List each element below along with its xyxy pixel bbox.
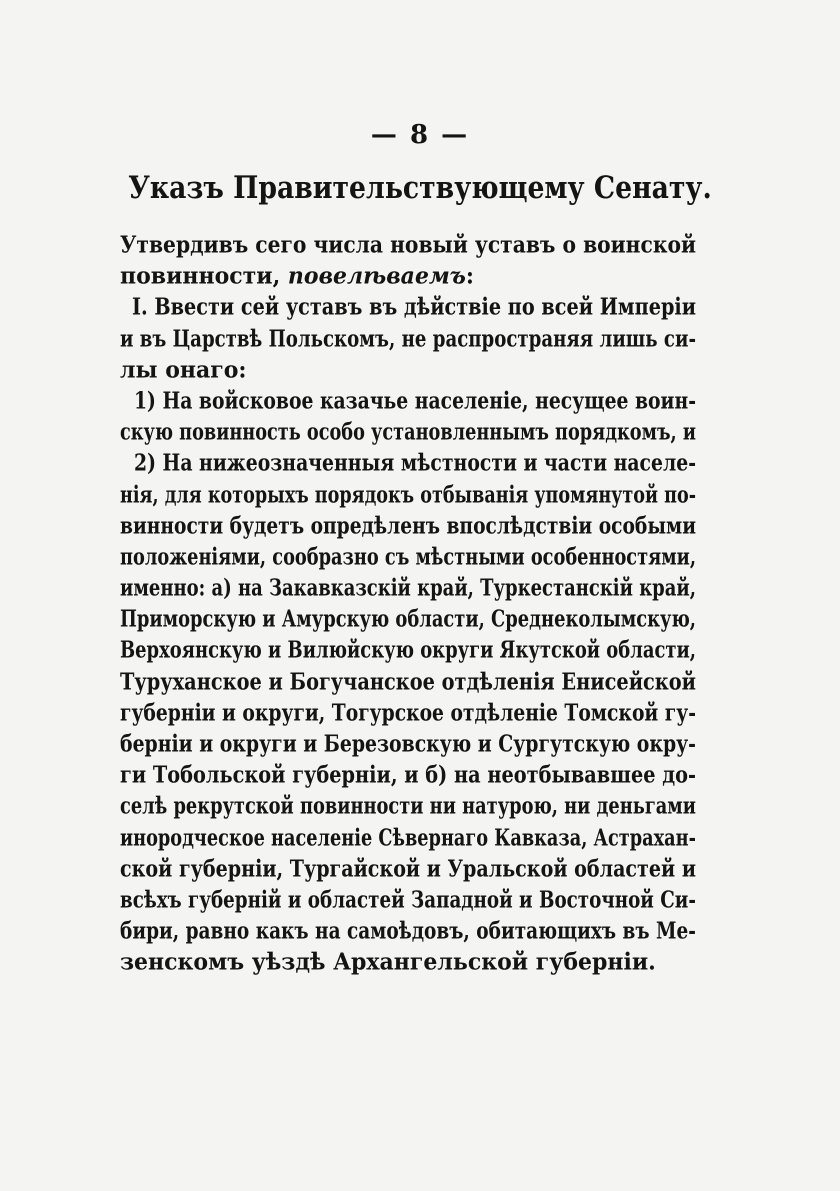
text-line: нія, для которыхъ порядокъ отбыванія упомянутой по-: [120, 480, 696, 509]
text-line: селѣ рекрутской повинности ни натурою, ни деньгами: [120, 792, 696, 821]
text-line: положеніями, сообразно съ мѣстными особенностями,: [120, 542, 697, 571]
text-line: губерніи и округи, Тогурское отдѣленіе Томской гу-: [120, 698, 696, 727]
page-title: Указъ Правительствующему Сенату.: [128, 170, 712, 206]
text-line: повинности, повелѣваемъ:: [120, 262, 474, 291]
text-line: бири, равно какъ на самоѣдовъ, обитающихъ въ Ме-: [120, 917, 696, 946]
text-line: именно: а) на Закавказскій край, Туркестанскій край,: [120, 573, 696, 603]
text-line: ги Тобольской губерніи, и б) на неотбывавшее до-: [120, 761, 696, 790]
text-line: Утвердивъ сего числа новый уставъ о воинской: [120, 230, 696, 259]
text-line: 1) На войсковое казачье населеніе, несущее воин-: [134, 386, 697, 415]
page-number: — 8 —: [370, 120, 470, 150]
text-line: лы онаго:: [120, 355, 247, 384]
text-line: Туруханское и Богучанское отдѣленія Енисейской: [120, 667, 697, 696]
text-line: винности будетъ опредѣленъ впослѣдствіи особыми: [120, 511, 697, 540]
text-line: инородческое населеніе Сѣвернаго Кавказа, Астрахан-: [120, 823, 696, 852]
text-line: зенскомъ уѣздѣ Архангельской губерніи.: [120, 948, 656, 977]
text-line: берніи и округи и Березовскую и Сургутскую окру-: [120, 729, 697, 758]
text-line: скую повинность особо установленнымъ порядкомъ, и: [120, 418, 696, 447]
text-line: всѣхъ губерній и областей Западной и Восточной Си-: [120, 885, 696, 914]
text-line: ской губерніи, Тургайской и Уральской областей и: [120, 854, 697, 883]
text-line: 2) На нижеозначенныя мѣстности и части населе-: [134, 449, 697, 478]
text-line: и въ Царствѣ Польскомъ, не распространяя лишь си-: [120, 324, 696, 353]
text-line: I. Ввести сей уставъ въ дѣйствіе по всей Имперіи: [132, 293, 697, 322]
body-text: [120, 230, 696, 979]
text-line: Верхоянскую и Вилюйскую округи Якутской области,: [120, 636, 697, 665]
emphasis: повелѣваемъ: [287, 262, 466, 291]
text-line: Приморскую и Амурскую области, Среднеколымскую,: [120, 605, 697, 634]
